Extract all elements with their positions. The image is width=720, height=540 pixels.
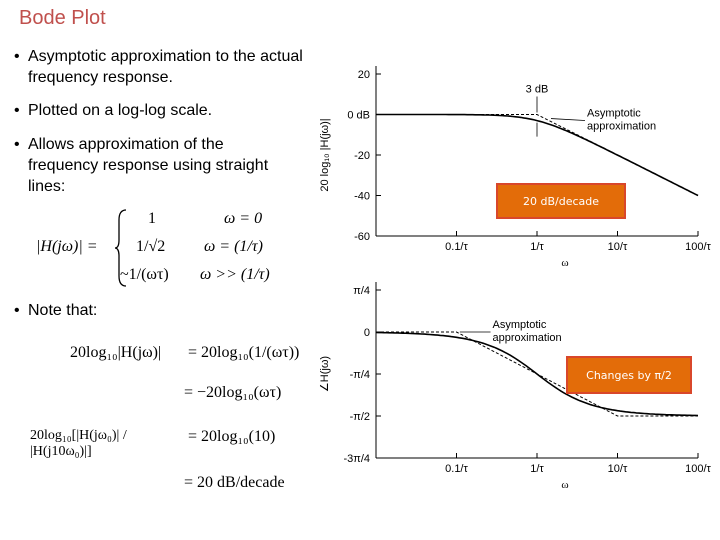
y-tick-label: -20 [354,150,370,162]
y-tick-label: 0 [363,327,370,339]
x-tick-label: 1/τ [530,463,544,475]
note1-rhs: = 20log₁₀(1/(ωτ)) [188,344,300,361]
phase-change-callout [566,356,692,394]
x-tick-label: 0.1/τ [445,241,468,253]
bullet-marker: • [14,136,20,153]
y-tick-label: 20 [357,69,370,81]
bullet-4 [14,300,314,321]
annotation-asymptotic-pointer [551,119,585,121]
annotation-asymptotic-line1: Asymptotic [587,107,641,120]
x-tick-label: 10/τ [607,463,628,475]
bullet-marker: • [14,102,20,119]
note-equation-1 [70,330,310,410]
slide-title: Bode Plot [19,7,106,29]
note1-line2: = −20log₁₀(ωτ) [184,384,282,401]
bullet-text: Asymptotic approximation to the actual frequency response. [28,48,303,86]
piecewise-lhs: |H(jω)| = [36,238,98,255]
y-tick-label: π/4 [353,285,370,297]
y-tick-label: -40 [354,190,370,203]
y-tick-label: -π/2 [349,411,370,423]
bullet-text: Allows approximation of the frequency response using straight lines: [28,136,269,195]
y-tick-label: -60 [354,231,370,243]
y-tick-label: -π/4 [349,369,370,381]
case-3-value: ~1/(ωτ) [120,266,169,283]
magnitude-plot [318,60,718,285]
bullet-3 [14,134,284,197]
annotation-3db: 3 dB [525,83,549,96]
x-tick-label: 1/τ [530,241,544,253]
annotation-asymptotic-line2: approximation [492,332,562,344]
slope-callout-text: 20 dB/decade [522,194,600,208]
y-tick-label: 0 dB [347,109,370,122]
annotation-asymptotic-line2: approximation [587,120,657,133]
x-axis-label: ω [561,257,569,269]
magnitude-chart [318,60,718,280]
y-axis-label: 20 log₁₀ |H(jω)| [319,118,331,192]
phase-change-callout-text: Changes by π/2 [586,368,672,382]
x-axis-label: ω [561,479,569,491]
y-tick-label: -3π/4 [343,453,370,465]
case-2-value: 1/√2 [136,238,166,255]
bullet-text: Note that: [28,302,98,319]
note2-lhs: 20log₁₀[|H(jω₀)| / |H(j10ω₀)|] [30,428,127,459]
note2-rhs: = 20log₁₀(10) [188,428,276,445]
case-1-condition: ω = 0 [224,210,263,227]
x-tick-label: 100/τ [685,241,711,253]
note1-lhs: 20log₁₀|H(jω)| [70,344,162,361]
x-tick-label: 0.1/τ [445,463,468,475]
x-tick-label: 10/τ [607,241,628,253]
bullet-2 [14,100,314,121]
slope-callout [496,183,626,219]
y-axis-label: ∠H(jω) [319,355,331,393]
case-1-value: 1 [148,210,156,227]
case-2-condition: ω = (1/τ) [204,238,263,255]
bullet-marker: • [14,302,20,319]
x-tick-label: 100/τ [685,463,711,475]
bullet-text: Plotted on a log-log scale. [28,102,213,119]
case-3-condition: ω >> (1/τ) [200,266,270,283]
bullet-1 [14,46,314,88]
piecewise-equation [36,208,296,288]
annotation-asymptotic-line1: Asymptotic [492,319,547,331]
note-equation-2 [30,418,310,498]
note2-line2: = 20 dB/decade [184,474,285,491]
bullet-marker: • [14,48,20,65]
